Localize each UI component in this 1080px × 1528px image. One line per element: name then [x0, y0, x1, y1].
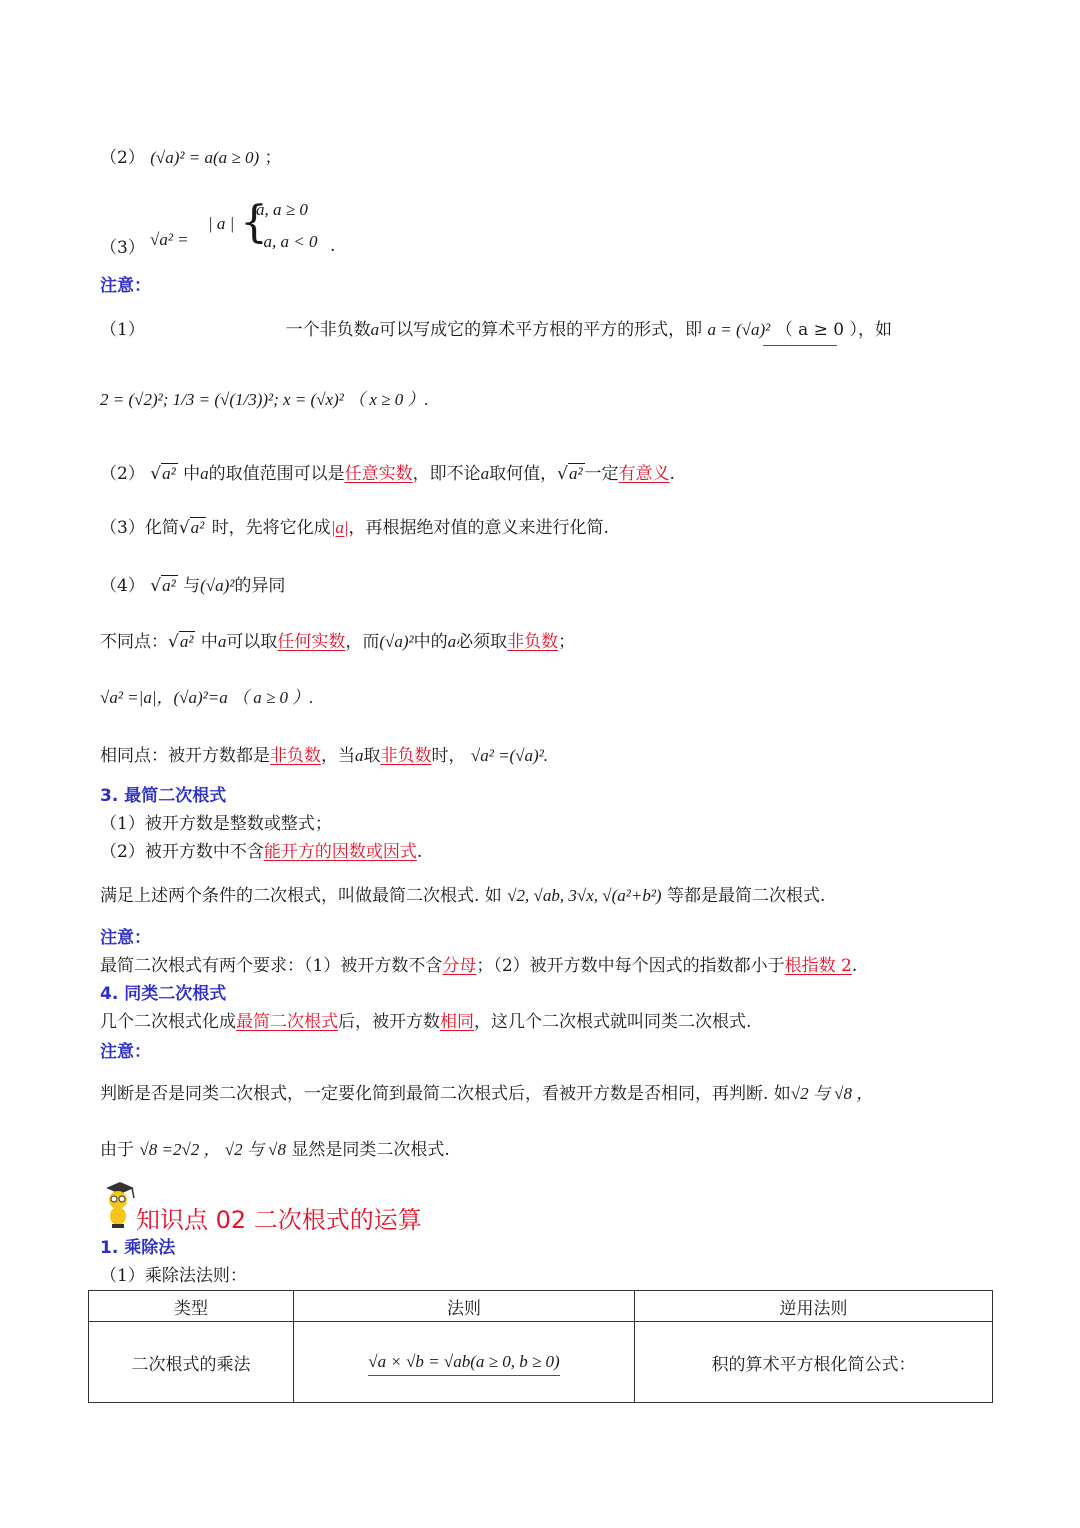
text: （3）化简: [100, 518, 179, 538]
s4-note-2: [100, 1138, 450, 1162]
item-number: （2）: [100, 148, 145, 168]
text: 中: [183, 464, 201, 484]
punct: ；: [558, 632, 576, 652]
punct: .: [669, 464, 675, 484]
knowledge-heading: 知识点 02 二次根式的运算: [136, 1206, 422, 1234]
punct: .: [416, 842, 423, 862]
formula: (√a)²: [379, 632, 414, 651]
case-2: −a, a < 0: [252, 232, 318, 251]
section-1-subtitle: （1）乘除法法则：: [100, 1266, 247, 1286]
abs-value: | a |: [208, 214, 235, 233]
text: 满足上述两个条件的二次根式，叫做最简二次根式. 如: [100, 886, 502, 906]
text: 必须取: [456, 632, 508, 652]
note-item-1: [100, 318, 892, 342]
text: 与: [183, 576, 201, 596]
var: a: [370, 320, 380, 339]
col-header-type: 类型: [89, 1291, 294, 1322]
formula: (√a)²: [200, 576, 235, 595]
text: 时，: [431, 746, 466, 766]
formula: a = (√a)²: [707, 320, 771, 339]
radicand: a²: [162, 464, 176, 483]
highlight: 相同: [440, 1012, 474, 1032]
radicand: a²: [568, 464, 583, 483]
note-label: 注意：: [100, 928, 151, 948]
cell-rule: [294, 1322, 635, 1403]
examples: √2 与 √8 ，: [790, 1084, 874, 1103]
graduate-mascot-icon: [98, 1180, 138, 1228]
radicand: a²: [179, 632, 194, 651]
highlight: 任何实数: [277, 632, 346, 652]
section-3-title: 3. 最简二次根式: [100, 786, 227, 806]
text: 显然是同类二次根式.: [291, 1140, 450, 1160]
highlight: 最简二次根式: [236, 1012, 338, 1032]
property-2: [100, 146, 282, 170]
var: a: [200, 464, 209, 483]
rule-formula: √a × √b = √ab(a ≥ 0, b ≥ 0): [368, 1352, 559, 1376]
note-label: 注意：: [100, 276, 151, 296]
s3-item-1: （1）被开方数是整数或整式；: [100, 814, 332, 834]
note-item-3: （3）化简√a² 时，先将它化成|a|，再根据绝对值的意义来进行化简.: [100, 518, 609, 538]
text: 判断是否是同类二次根式，一定要化简到最简二次根式后，看被开方数是否相同，再判断. 如: [100, 1084, 791, 1104]
condition: （ a ≥ 0 ），如: [775, 320, 892, 340]
highlight: 非负数: [270, 746, 321, 766]
brace-icon: {: [240, 197, 268, 248]
var: a: [217, 632, 227, 651]
examples: √8 =2√2 ， √2 与 √8: [139, 1140, 286, 1159]
case-1: a, a ≥ 0: [256, 200, 308, 219]
s3-definition: [100, 884, 825, 908]
examples: √2, √ab, 3√x, √(a²+b²): [507, 886, 662, 905]
text: ，这几个二次根式就叫同类二次根式.: [474, 1012, 752, 1032]
difference-line: 不同点：√a² 中a可以取任何实数，而(√a)²中的a必须取非负数；: [100, 632, 576, 652]
note-item-4: （4） √a² 与(√a)²的异同: [100, 576, 286, 596]
highlight: 任意实数: [344, 464, 413, 484]
table-row: [89, 1322, 993, 1403]
text: 中: [200, 632, 218, 652]
note-label: 注意：: [100, 1042, 151, 1062]
text: 由于: [100, 1140, 134, 1160]
text: 中的: [413, 632, 448, 652]
text: 后，被开方数: [338, 1012, 440, 1032]
s4-definition: [100, 1010, 751, 1034]
cell-type: 二次根式的乘法: [89, 1322, 294, 1403]
text: 的取值范围可以是: [208, 464, 345, 484]
radicand: a²: [190, 518, 205, 537]
label: 不同点：: [100, 632, 168, 652]
highlight: 有意义: [618, 464, 670, 484]
text: 最简二次根式有两个要求：（1）被开方数不含: [100, 956, 443, 976]
col-header-inverse: 逆用法则: [635, 1291, 993, 1322]
s3-note: [100, 954, 857, 978]
text: ；（2）被开方数中每个因式的指数都小于: [476, 956, 785, 976]
highlight: |a|: [330, 518, 349, 537]
table-header-row: [89, 1291, 993, 1322]
item-number: （2）: [100, 464, 145, 484]
section-4-title: 4. 同类二次根式: [100, 984, 227, 1004]
label: 相同点：被开方数都是: [100, 746, 270, 766]
text: 一定: [584, 464, 619, 484]
text: 的异同: [234, 576, 286, 596]
text: 取何值，: [489, 464, 558, 484]
formula: √a² =(√a)².: [470, 746, 549, 765]
s3-item-2: [100, 840, 422, 864]
note-item-2: （2） √a² 中a的取值范围可以是任意实数，即不论a取何值，√a² 一定有意义.: [100, 464, 675, 484]
punct: ；: [264, 148, 282, 168]
col-header-rule: 法则: [294, 1291, 635, 1322]
highlight: 非负数: [507, 632, 559, 652]
var: a: [355, 746, 364, 765]
text: 时，先将它化成: [211, 518, 331, 538]
underline: [763, 345, 837, 346]
punct: .: [330, 236, 336, 256]
text: （2）被开方数中不含: [100, 842, 264, 862]
item-number: （3）: [100, 238, 145, 258]
text: ，即不论: [412, 464, 481, 484]
text: ，再根据绝对值的意义来进行化简.: [348, 518, 609, 538]
text: ，而: [345, 632, 380, 652]
text: 可以写成它的算术平方根的平方的形式，即: [379, 320, 703, 340]
punct: .: [851, 956, 858, 976]
item-number: （1）: [100, 320, 145, 340]
formula: (√a)² = a(a ≥ 0): [150, 148, 260, 167]
highlight: 分母: [442, 956, 477, 976]
text: 取: [363, 746, 381, 766]
rules-table: [88, 1290, 993, 1403]
section-1-title: 1. 乘除法: [100, 1238, 176, 1258]
text: 可以取: [226, 632, 278, 652]
s4-note: [100, 1082, 873, 1106]
highlight: 根指数 2: [784, 956, 852, 976]
text: 等都是最简二次根式.: [666, 886, 826, 906]
equation-line: √a² =|a|，(√a)²=a （ a ≥ 0 ）.: [100, 688, 314, 707]
radicand: a²: [162, 576, 176, 595]
highlight: 非负数: [380, 746, 432, 766]
text: 一个非负数: [285, 320, 371, 340]
item-number: （4）: [100, 576, 145, 596]
highlight: 能开方的因数或因式: [263, 842, 417, 862]
text: ，当: [321, 746, 355, 766]
var: a: [480, 464, 490, 483]
text: 几个二次根式化成: [100, 1012, 236, 1032]
note-item-1-examples: 2 = (√2)²; 1/3 = (√(1/3))²; x = (√x)² （ x ≥ 0 ）.: [100, 390, 429, 409]
cell-inverse: 积的算术平方根化简公式：: [635, 1322, 993, 1403]
var: a: [447, 632, 457, 651]
same-line: [100, 744, 548, 768]
formula-lhs: √a² =: [150, 230, 189, 249]
